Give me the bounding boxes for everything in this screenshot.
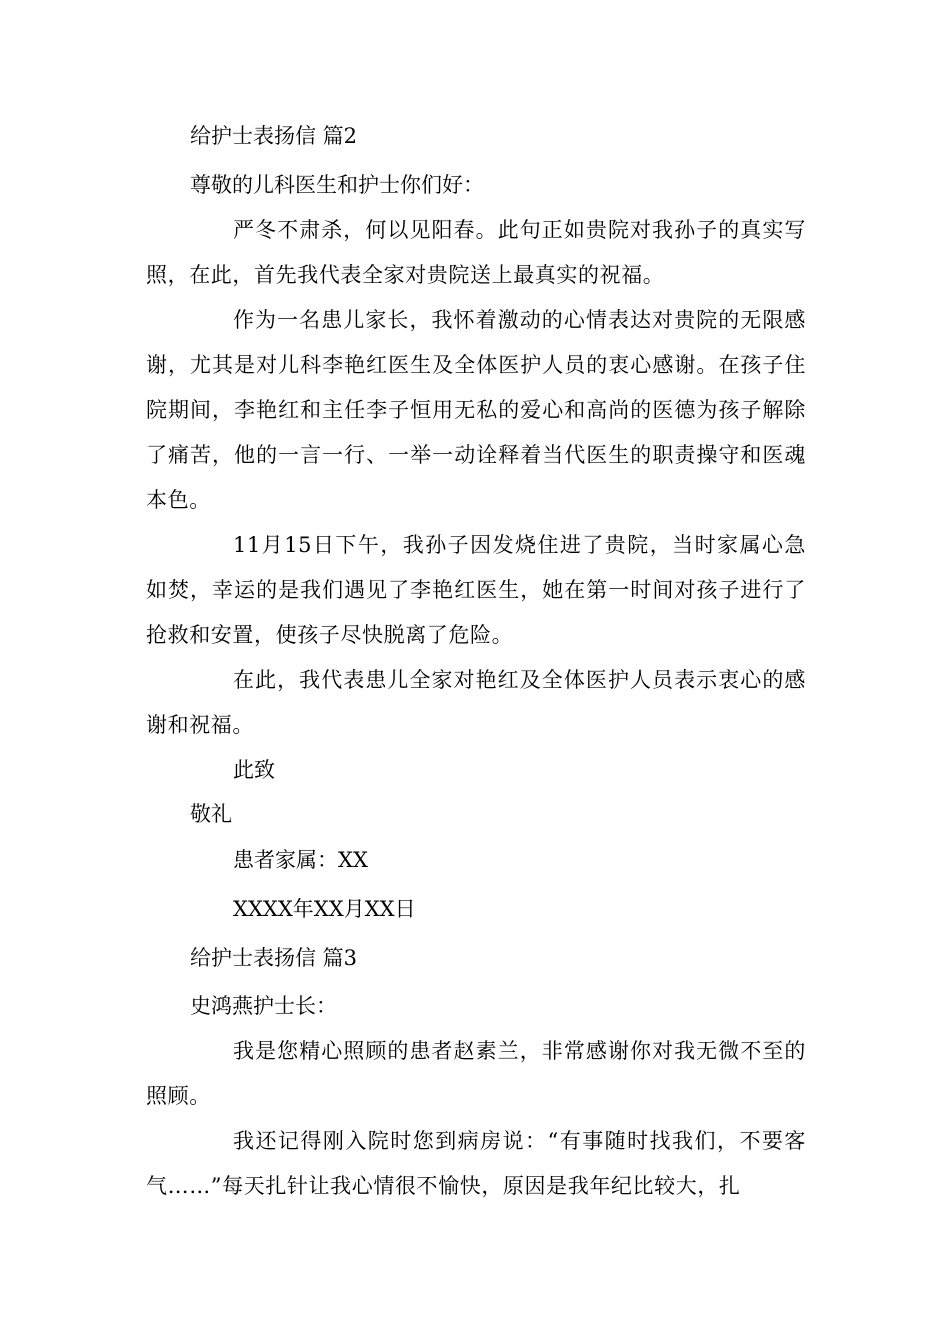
letter-date: XXXX年XX月XX日 <box>233 897 416 921</box>
salutation: 尊敬的儿科医生和护士你们好： <box>190 173 484 197</box>
signature: 患者家属：XX <box>233 848 368 872</box>
paragraph: 严冬不肃杀，何以见阳春。此句正如贵院对我孙子的真实写照，在此，首先我代表全家对贵院送上最真实的祝福。 <box>146 218 806 287</box>
paragraph: 作为一名患儿家长，我怀着激动的心情表达对贵院的无限感谢，尤其是对儿科李艳红医生及全体医护人员的衷心感谢。在孩子住院期间，李艳红和主任李子恒用无私的爱心和高尚的医德为孩子解除了痛苦，他的一言一行、一举一动诠释着当代医生的职责操守和医魂本色。 <box>146 308 806 512</box>
paragraph: 11月15日下午，我孙子因发烧住进了贵院，当时家属心急如焚，幸运的是我们遇见了李艳红医生，她在第一时间对孩子进行了抢救和安置，使孩子尽快脱离了危险。 <box>146 533 806 647</box>
paragraph: 我是您精心照顾的患者赵素兰，非常感谢你对我无微不至的照顾。 <box>146 1039 806 1108</box>
closing-line: 此致 <box>233 758 275 782</box>
section-heading: 给护士表扬信 篇3 <box>190 946 358 970</box>
paragraph: 在此，我代表患儿全家对艳红及全体医护人员表示衷心的感谢和祝福。 <box>146 668 806 737</box>
section-heading: 给护士表扬信 篇2 <box>190 124 358 148</box>
closing-salute: 敬礼 <box>190 802 232 826</box>
salutation: 史鸿燕护士长： <box>190 994 337 1018</box>
paragraph: 我还记得刚入院时您到病房说：“有事随时找我们，不要客气……”每天扎针让我心情很不愉快，原因是我年纪比较大，扎 <box>146 1129 806 1198</box>
